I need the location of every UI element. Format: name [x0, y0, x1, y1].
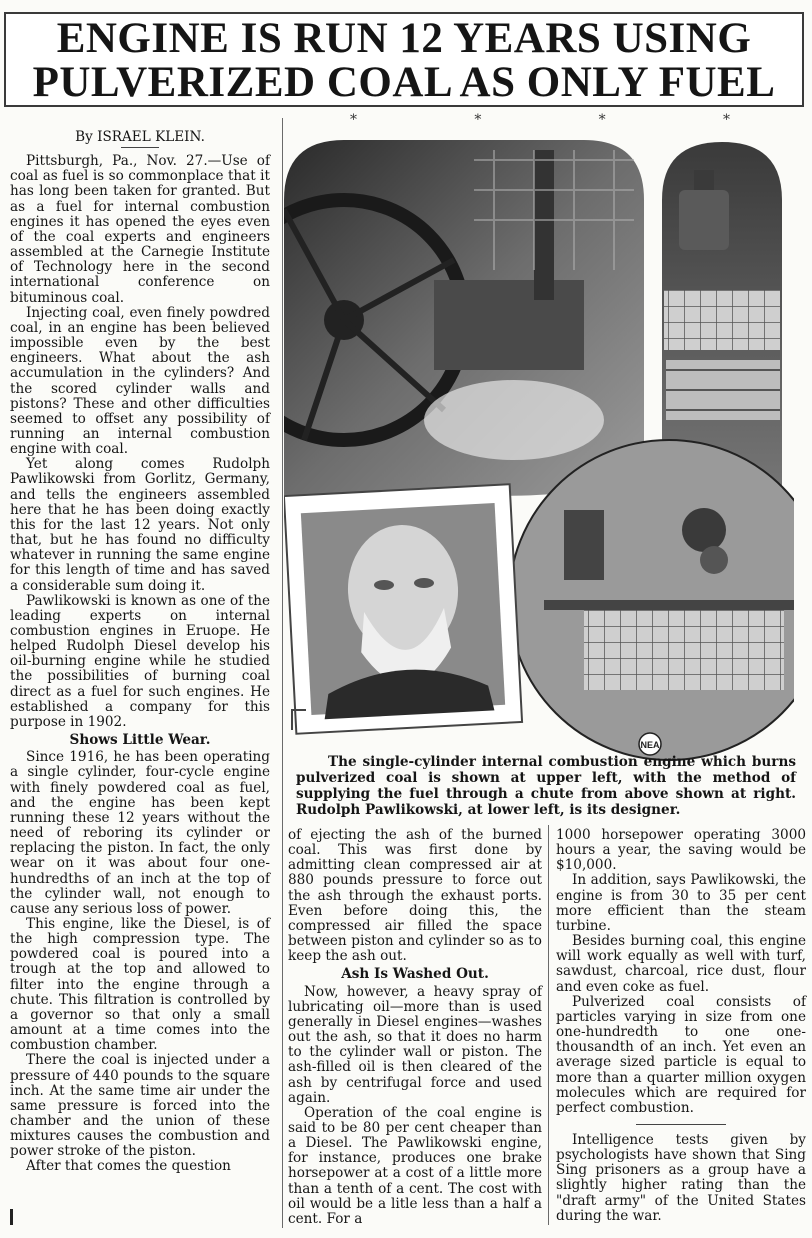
paragraph: Operation of the coal engine is said to be 80 per cent cheaper than a Diesel. The Pawlikowski engine, for instance, produces one brake horsepower at a cost of a little more than a tenth of a cent. The cost with oil would be a litle less than a half a cent. For a [288, 1104, 542, 1227]
paragraph: Pittsburgh, Pa., Nov. 27.—Use of coal as fuel is so commonplace that it has long been taken for granted. But as a fuel for internal combustion engines it has opened the eyes even of the coal experts and engineers assembled at the Carnegie Institute of Technology here in the second international conference on bituminous coal. [10, 153, 270, 306]
article-column-3 [556, 828, 806, 1224]
paragraph: of ejecting the ash of the burned coal. This was first done by admitting clean compressed air at 880 pounds pressure to force out the ash through the exhaust ports. Even before doing this, the compressed air filled the space between piston and cylinder so as to keep the ash out. [288, 827, 542, 965]
paragraph: After that comes the question [26, 1158, 231, 1175]
subheading: Shows Little Wear. [69, 732, 211, 749]
paragraph: Pulverized coal consists of particles varying in size from one one-hundredth to one one-thousandth of an inch. Yet even an average sized particle is equal to more than a quarter million oxygen molecules which are required for perfect combustion. [556, 993, 806, 1116]
star-ornament: * [598, 112, 606, 128]
paragraph: Pawlikowski is known as one of the leading experts on internal combustion engines in Eruope. He helped Rudolph Diesel develop his oil-burning engine while he studied the possibilities of burning coal direct as a fuel for such engines. He established a company for this purpose in 1902. [10, 592, 270, 730]
column-divider [548, 825, 549, 1225]
engine-photo-collage [284, 130, 794, 770]
headline-line-1: ENGINE IS RUN 12 YEARS USING [56, 15, 752, 62]
headline-line-2: PULVERIZED COAL AS ONLY FUEL [32, 59, 776, 106]
column-edge-mark [10, 1209, 13, 1225]
separator-rule [636, 1124, 726, 1125]
column-divider [282, 118, 283, 1228]
caption-text: The single-cylinder internal combustion engine which burns pulverized coal is shown at upper left, with the method of supplying the fuel through a chute from above shown at right. Rudolph Pawlikowski, at lower left, is its designer. [296, 754, 796, 818]
paragraph: This engine, like the Diesel, is of the high compression type. The powdered coal is poured into a trough at the top and allowed to filter into the engine through a chute. This filtration is controlled by a governor so that only a small amount at a time comes into the combustion chamber. [10, 915, 270, 1054]
paragraph: There the coal is injected under a pressure of 440 pounds to the square inch. At the same time air under the same pressure is forced into the chamber and the union of these mixtures causes the combustion and power stroke of the piston. [10, 1052, 270, 1160]
subheading: Ash Is Washed Out. [341, 966, 489, 983]
photo-credit: NEA [640, 740, 660, 750]
star-ornament: * [722, 112, 730, 128]
byline: By ISRAEL KLEIN. [75, 129, 205, 145]
star-ornament: * [474, 112, 482, 128]
paragraph: Now, however, a heavy spray of lubricating oil—more than is used generally in Diesel engines—washes out the ash, so that it does no harm to the cylinder wall or piston. The ash-filled oil is then cleared of the ash by centrifugal force and used again. [288, 983, 542, 1106]
star-ornament: * [350, 112, 357, 128]
article-column-1 [10, 130, 270, 1175]
byline-rule [121, 147, 159, 148]
photo-caption [296, 754, 796, 818]
paragraph: In addition, says Pawlikowski, the engine is from 30 to 35 per cent more efficient than the steam turbine. [556, 872, 806, 934]
paragraph: Intelligence tests given by psychologists have shown that Sing Sing prisoners as a group have a slightly higher rating than the "draft army" of the United States during the war. [556, 1131, 806, 1224]
article-column-2 [288, 828, 542, 1227]
headline-box [4, 12, 804, 107]
paragraph: Since 1916, he has been operating a single cylinder, four-cycle engine with finely powdered coal as fuel, and the engine has been kept running these 12 years without the need of reboring its cylinder or replacing the piston. In fact, the only wear on it was about four one-hundredths of an inch at the top of the cylinder wall, not enough to cause any serious loss of power. [10, 749, 270, 917]
decorative-stars [350, 112, 730, 128]
paragraph: 1000 horsepower operating 3000 hours a year, the saving would be $10,000. [556, 827, 806, 874]
paragraph: Besides burning coal, this engine will work equally as well with turf, sawdust, charcoal, rice dust, flour and even coke as fuel. [556, 933, 806, 995]
paragraph: Injecting coal, even finely powdred coal, in an engine has been believed impossible even by the best engineers. What about the ash accumulation in the cylinders? And the scored cylinder walls and pistons? These and other difficulties seemed to offset any possibility of running an internal combustion engine with coal. [10, 304, 270, 458]
paragraph: Yet along comes Rudolph Pawlikowski from Gorlitz, Germany, and tells the engineers assembled here that he has been doing exactly this for the last 12 years. Not only that, but he has found no difficulty whatever in running the same engine for this length of time and has saved a considerable sum doing it. [10, 456, 270, 594]
